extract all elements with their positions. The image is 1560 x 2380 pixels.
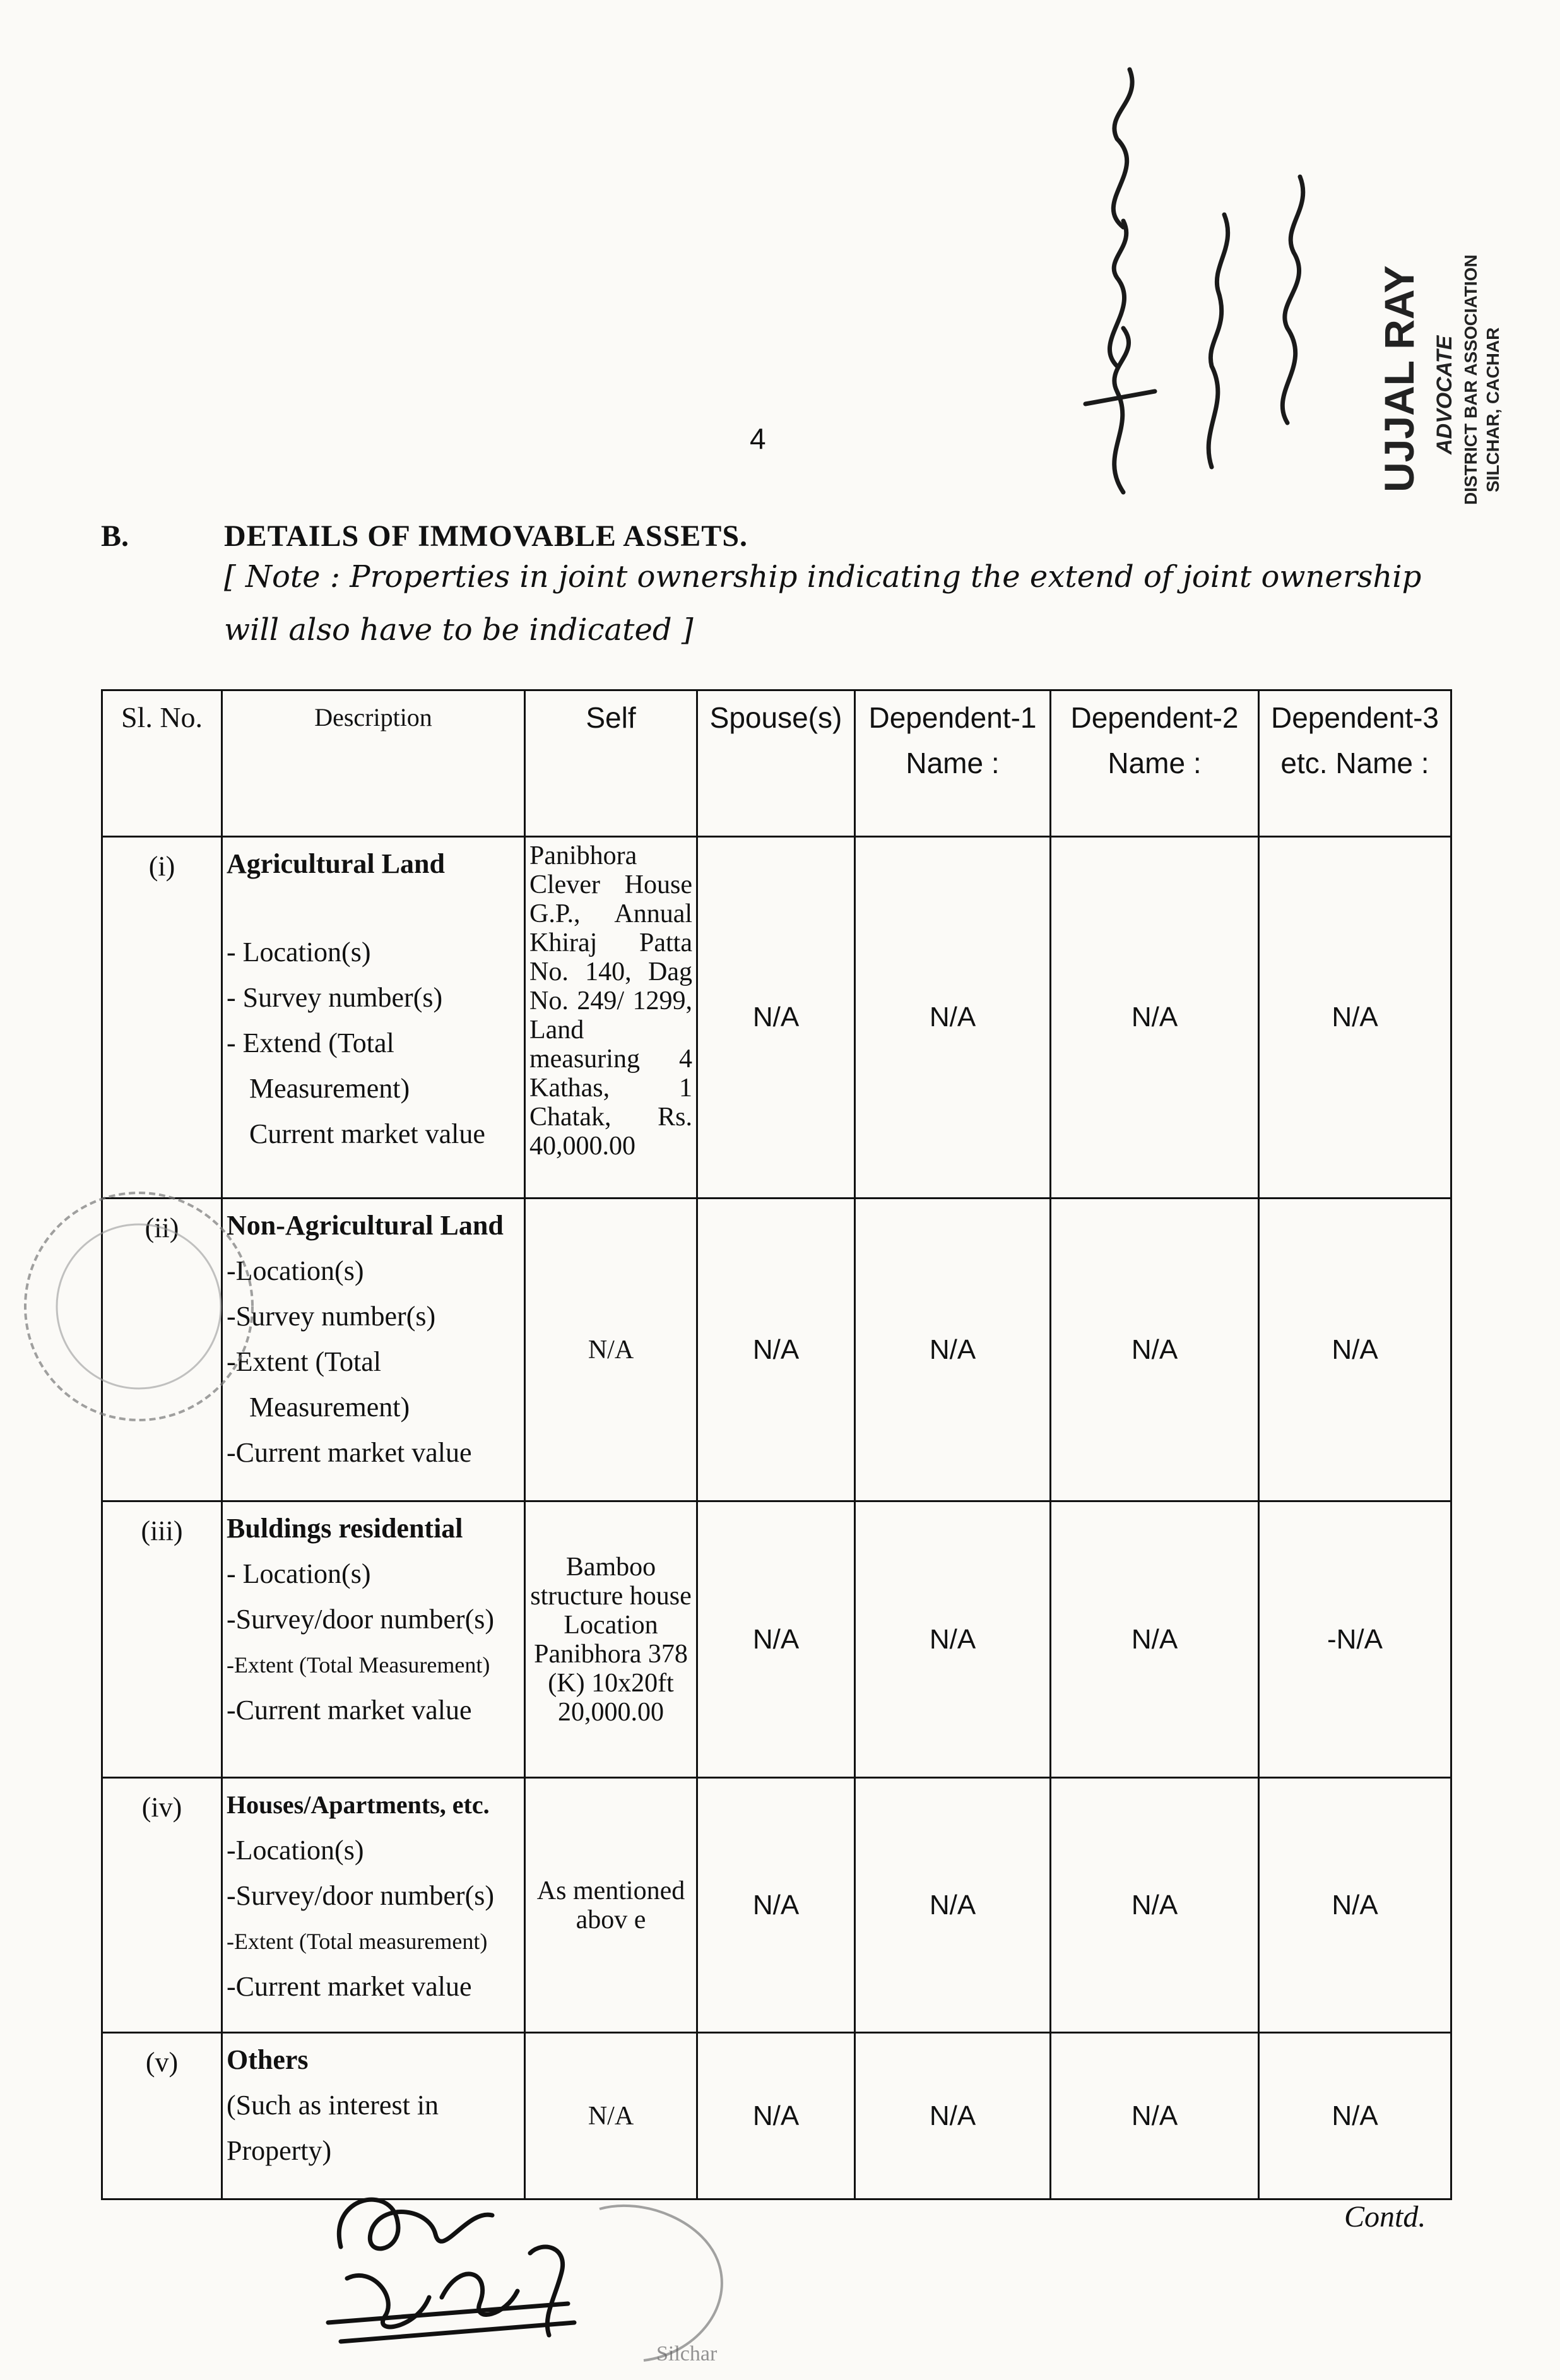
row-dependent-3: N/A bbox=[1259, 2033, 1451, 2199]
desc-line: -Location(s) bbox=[227, 1835, 364, 1866]
desc-line: -Survey/door number(s) bbox=[227, 1604, 495, 1635]
row-slno: (ii) bbox=[102, 1199, 222, 1501]
signature-bottom bbox=[303, 2171, 757, 2373]
desc-line: - Survey number(s) bbox=[227, 982, 443, 1013]
desc-line: - Extend (Total bbox=[227, 1027, 394, 1058]
contd-label: Contd. bbox=[1344, 2200, 1426, 2234]
row-title: Buldings residential bbox=[227, 1513, 463, 1544]
row-slno: (iii) bbox=[102, 1501, 222, 1778]
svg-text:DISTRICT BAR ASSOCIATION: DISTRICT BAR ASSOCIATION bbox=[1461, 254, 1480, 505]
header-dependent-3: Dependent-3 etc. Name : bbox=[1259, 690, 1451, 837]
desc-line: -Extent (Total bbox=[227, 1346, 381, 1377]
row-dependent-1: N/A bbox=[855, 2033, 1051, 2199]
desc-line: Measurement) bbox=[249, 1073, 410, 1104]
desc-line: -Current market value bbox=[227, 1695, 472, 1726]
row-slno: (iv) bbox=[102, 1778, 222, 2033]
desc-line: -Extent (Total Measurement) bbox=[227, 1652, 490, 1678]
row-description bbox=[222, 1778, 525, 2033]
desc-line: -Survey number(s) bbox=[227, 1301, 436, 1332]
row-slno: (v) bbox=[102, 2033, 222, 2199]
row-spouse: N/A bbox=[697, 837, 855, 1199]
row-self: As mentioned abov e bbox=[525, 1778, 697, 2033]
desc-line: Property) bbox=[227, 2135, 332, 2166]
header-dependent-1: Dependent-1 Name : bbox=[855, 690, 1051, 837]
row-description bbox=[222, 837, 525, 1199]
svg-text:UJJAL RAY: UJJAL RAY bbox=[1376, 265, 1422, 492]
row-spouse: N/A bbox=[697, 1199, 855, 1501]
row-dependent-3: -N/A bbox=[1259, 1501, 1451, 1778]
table-header-row bbox=[102, 690, 1451, 837]
immovable-assets-table bbox=[101, 689, 1452, 2200]
row-spouse: N/A bbox=[697, 2033, 855, 2199]
header-dependent-2: Dependent-2 Name : bbox=[1051, 690, 1259, 837]
table-row bbox=[102, 1778, 1451, 2033]
header-self: Self bbox=[525, 690, 697, 837]
desc-line: Current market value bbox=[249, 1118, 485, 1149]
row-title: Others bbox=[227, 2044, 309, 2075]
row-title: Non-Agricultural Land bbox=[227, 1210, 504, 1241]
desc-line: - Location(s) bbox=[227, 937, 371, 968]
row-dependent-2: N/A bbox=[1051, 1501, 1259, 1778]
row-dependent-1: N/A bbox=[855, 1778, 1051, 2033]
row-dependent-1: N/A bbox=[855, 837, 1051, 1199]
section-letter: B. bbox=[101, 519, 129, 553]
header-description: Description bbox=[222, 690, 525, 837]
row-dependent-1: N/A bbox=[855, 1199, 1051, 1501]
row-slno: (i) bbox=[102, 837, 222, 1199]
desc-line: (Such as interest in bbox=[227, 2090, 439, 2121]
svg-text:SILCHAR, CACHAR: SILCHAR, CACHAR bbox=[1483, 327, 1503, 492]
row-spouse: N/A bbox=[697, 1778, 855, 2033]
row-description bbox=[222, 2033, 525, 2199]
row-dependent-2: N/A bbox=[1051, 837, 1259, 1199]
section-note: [ Note : Properties in joint ownership indicating the extend of joint ownership will also have to be indicated ] bbox=[224, 559, 1422, 648]
row-dependent-3: N/A bbox=[1259, 1778, 1451, 2033]
row-spouse: N/A bbox=[697, 1501, 855, 1778]
row-title: Agricultural Land bbox=[227, 848, 445, 879]
row-title: Houses/Apartments, etc. bbox=[227, 1791, 490, 1819]
row-self: Bamboo structure house Location Panibhora 378 (K) 10x20ft 20,000.00 bbox=[525, 1501, 697, 1778]
desc-line: -Extent (Total measurement) bbox=[227, 1929, 488, 1954]
row-self: N/A bbox=[525, 1199, 697, 1501]
page-number: 4 bbox=[750, 422, 766, 455]
header-spouse: Spouse(s) bbox=[697, 690, 855, 837]
svg-text:ADVOCATE: ADVOCATE bbox=[1433, 335, 1457, 454]
desc-line: -Current market value bbox=[227, 1437, 472, 1468]
table-row bbox=[102, 1501, 1451, 1778]
table-row bbox=[102, 2033, 1451, 2199]
row-dependent-2: N/A bbox=[1051, 1778, 1259, 2033]
desc-line: -Location(s) bbox=[227, 1255, 364, 1286]
table-row bbox=[102, 1199, 1451, 1501]
header-slno: Sl. No. bbox=[102, 690, 222, 837]
row-dependent-2: N/A bbox=[1051, 2033, 1259, 2199]
table-row bbox=[102, 837, 1451, 1199]
row-self: Panibhora Clever House G.P., Annual Khiraj Patta No. 140, Dag No. 249/ 1299, Land measuring 4 Kathas, 1 Chatak, Rs. 40,000.00 bbox=[525, 837, 697, 1199]
desc-line: -Survey/door number(s) bbox=[227, 1880, 495, 1911]
row-description bbox=[222, 1199, 525, 1501]
desc-line: - Location(s) bbox=[227, 1558, 371, 1589]
row-self: N/A bbox=[525, 2033, 697, 2199]
row-dependent-3: N/A bbox=[1259, 837, 1451, 1199]
row-dependent-2: N/A bbox=[1051, 1199, 1259, 1501]
section-title: DETAILS OF IMMOVABLE ASSETS. bbox=[224, 519, 748, 553]
row-description bbox=[222, 1501, 525, 1778]
signature-stamp-top bbox=[1048, 13, 1540, 518]
desc-line: -Current market value bbox=[227, 1971, 472, 2002]
desc-line: Measurement) bbox=[249, 1392, 410, 1423]
svg-text:Silchar: Silchar bbox=[656, 2342, 718, 2365]
row-dependent-1: N/A bbox=[855, 1501, 1051, 1778]
row-dependent-3: N/A bbox=[1259, 1199, 1451, 1501]
